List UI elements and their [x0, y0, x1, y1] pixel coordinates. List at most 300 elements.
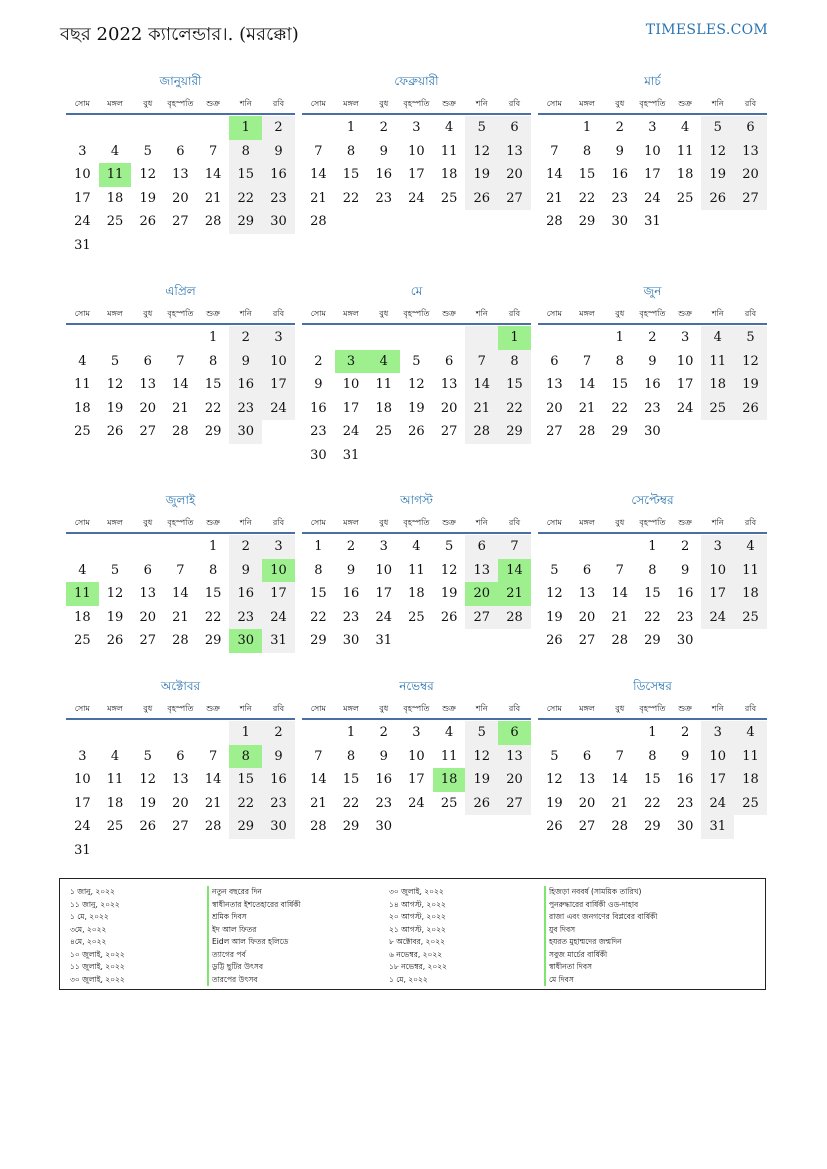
day-cell: 24 [701, 792, 734, 816]
month-calendar [302, 677, 531, 839]
month-calendar [538, 491, 767, 653]
day-cell: 26 [106, 633, 124, 648]
day-cell: 20 [139, 609, 156, 625]
weekday-label: শুক্র [206, 99, 220, 108]
day-cell: 10 [644, 143, 661, 159]
day-cell: 4 [680, 120, 690, 135]
day-cell: 29 [204, 633, 222, 648]
day-cell: 9 [680, 562, 690, 578]
empty-day-cell [538, 326, 571, 350]
day-cell: 29 [204, 424, 222, 439]
weekday-label: সোম [74, 518, 90, 527]
weekday-label: বুধ [143, 518, 153, 527]
day-cell: 15 [229, 768, 262, 792]
day-cell: 21 [310, 190, 327, 206]
legend-holiday-name: হিজড়া নববর্ষ (সাময়িক তারিখ) [544, 886, 657, 899]
day-cell: 11 [734, 745, 767, 769]
weekday-label: মঙ্গল [107, 518, 123, 527]
day-cell: 1 [615, 330, 624, 345]
empty-day-cell [335, 326, 368, 350]
weekday-label: বুধ [379, 99, 389, 108]
day-cell: 16 [644, 377, 661, 392]
day-cell: 16 [229, 582, 262, 606]
day-cell: 31 [375, 633, 392, 648]
day-cell: 26 [465, 792, 498, 816]
day-cell: 16 [229, 373, 262, 397]
month-name: আগস্ট [400, 493, 433, 507]
holiday-day-cell: 30 [229, 629, 262, 653]
empty-day-cell [465, 326, 498, 350]
weekday-label: মঙ্গল [579, 99, 595, 108]
weekday-label: মঙ্গল [343, 704, 359, 713]
weekday-label: শুক্র [206, 518, 220, 527]
day-cell: 19 [408, 400, 425, 416]
holiday-day-cell: 11 [66, 582, 99, 606]
day-cell: 28 [172, 633, 189, 648]
day-grid [538, 535, 767, 653]
day-cell: 17 [342, 400, 360, 416]
weekday-header [538, 702, 767, 720]
day-cell: 14 [310, 167, 327, 182]
weekday-label: রবি [272, 309, 285, 318]
weekday-label: বুধ [143, 704, 153, 713]
day-cell: 10 [701, 559, 734, 583]
weekday-label: সোম [546, 309, 562, 318]
day-cell: 15 [229, 163, 262, 187]
day-cell: 17 [262, 373, 295, 397]
day-cell: 13 [498, 745, 531, 769]
weekday-label: শনি [239, 704, 252, 713]
day-cell: 20 [139, 400, 156, 416]
day-cell: 10 [262, 350, 295, 374]
day-grid [66, 535, 295, 653]
day-cell: 21 [204, 795, 222, 811]
day-cell: 30 [676, 819, 694, 834]
day-cell: 20 [498, 768, 531, 792]
legend-dates-col-2 [389, 886, 447, 986]
legend-date: ১ মে, ২০২২ [389, 974, 428, 984]
empty-day-cell [66, 116, 99, 140]
day-cell: 2 [229, 535, 262, 559]
day-cell: 12 [465, 745, 498, 769]
weekday-label: সোম [74, 309, 90, 318]
day-cell: 29 [611, 424, 628, 439]
weekday-label: বৃহস্পতি [639, 309, 666, 318]
weekday-label: রবি [508, 99, 521, 108]
day-cell: 23 [676, 795, 694, 811]
day-cell: 27 [546, 424, 563, 439]
day-cell: 25 [440, 190, 458, 206]
day-cell: 19 [139, 190, 156, 206]
day-grid [302, 326, 531, 467]
day-grid [66, 326, 295, 444]
day-cell: 5 [143, 748, 152, 764]
legend-holiday-name: স্বাধীনতা দিবস [544, 961, 657, 974]
day-cell: 14 [465, 373, 498, 397]
day-cell: 14 [172, 377, 189, 392]
day-cell: 24 [408, 190, 425, 206]
weekday-label: শুক্র [678, 99, 692, 108]
day-grid [302, 535, 531, 653]
day-cell: 17 [701, 582, 734, 606]
day-cell: 8 [346, 143, 356, 159]
day-cell: 18 [106, 795, 124, 811]
day-cell: 4 [78, 562, 87, 578]
day-cell: 22 [342, 795, 360, 811]
day-cell: 7 [498, 535, 531, 559]
day-cell: 6 [176, 143, 185, 159]
day-cell: 19 [701, 163, 734, 187]
weekday-label: বুধ [615, 99, 625, 108]
weekday-header [302, 307, 531, 325]
holiday-day-cell: 6 [498, 721, 531, 745]
day-cell: 26 [106, 424, 124, 439]
holiday-day-cell: 14 [498, 559, 531, 583]
empty-day-cell [538, 535, 571, 559]
day-cell: 6 [582, 748, 592, 764]
weekday-label: শুক্র [678, 309, 692, 318]
day-cell: 20 [546, 400, 563, 416]
day-cell: 21 [172, 609, 189, 625]
day-cell: 29 [229, 210, 262, 234]
day-cell: 8 [582, 143, 592, 159]
day-cell: 9 [648, 353, 657, 369]
weekday-label: মঙ্গল [343, 518, 359, 527]
legend-date: ২০ আগস্ট, ২০২২ [389, 912, 446, 921]
day-cell: 15 [578, 167, 596, 182]
day-cell: 15 [204, 377, 222, 392]
day-cell: 27 [139, 633, 156, 648]
day-cell: 1 [229, 721, 262, 745]
day-cell: 26 [546, 633, 563, 648]
weekday-label: রবি [744, 99, 757, 108]
legend-holiday-name: নতুন বছরের দিন [207, 886, 301, 899]
day-cell: 17 [408, 167, 425, 182]
day-cell: 18 [734, 768, 767, 792]
day-cell: 3 [78, 748, 87, 764]
day-cell: 14 [204, 772, 222, 787]
legend-holiday-name: ইদ আল ফিতর [207, 924, 301, 937]
day-cell: 17 [701, 768, 734, 792]
day-cell: 18 [701, 373, 734, 397]
day-cell: 22 [611, 400, 628, 416]
day-cell: 24 [262, 606, 295, 630]
day-cell: 12 [701, 140, 734, 164]
day-cell: 11 [440, 748, 458, 764]
weekday-label: বুধ [379, 704, 389, 713]
legend-date: ১৪ আগস্ট, ২০২২ [389, 899, 446, 909]
day-cell: 27 [465, 606, 498, 630]
legend-holiday-name: তারপের উৎসব [207, 974, 301, 987]
weekday-label: বৃহস্পতি [403, 99, 430, 108]
day-cell: 30 [644, 424, 661, 439]
weekday-label: বুধ [143, 309, 153, 318]
weekday-label: শুক্র [206, 704, 220, 713]
day-cell: 2 [262, 116, 295, 140]
day-cell: 12 [465, 140, 498, 164]
weekday-label: মঙ্গল [107, 309, 123, 318]
weekday-header [538, 307, 767, 325]
day-cell: 29 [310, 633, 327, 648]
day-cell: 6 [550, 353, 559, 369]
day-cell: 19 [106, 400, 124, 416]
day-cell: 24 [262, 397, 295, 421]
weekday-label: সোম [310, 99, 326, 108]
weekday-label: বুধ [615, 704, 625, 713]
day-grid [302, 721, 531, 839]
day-cell: 2 [680, 539, 690, 554]
day-cell: 19 [106, 609, 124, 625]
day-cell: 28 [204, 819, 222, 834]
day-cell: 22 [229, 187, 262, 211]
day-cell: 22 [644, 609, 661, 625]
weekday-label: বুধ [379, 518, 389, 527]
day-cell: 30 [262, 210, 295, 234]
holiday-day-cell: 10 [262, 559, 295, 583]
weekday-label: শনি [475, 99, 488, 108]
empty-day-cell [302, 721, 335, 745]
empty-day-cell [571, 535, 604, 559]
day-cell: 15 [342, 167, 360, 182]
weekday-header [66, 702, 295, 720]
legend-date: ১১ জুলাই, ২০২২ [70, 962, 125, 971]
day-cell: 20 [172, 795, 189, 811]
day-cell: 3 [262, 326, 295, 350]
weekday-label: শনি [711, 704, 724, 713]
day-cell: 8 [229, 140, 262, 164]
day-cell: 21 [310, 795, 327, 811]
weekday-label: বুধ [143, 99, 153, 108]
weekday-label: বৃহস্পতি [403, 704, 430, 713]
day-cell: 31 [342, 447, 360, 463]
weekday-label: সোম [546, 518, 562, 527]
day-grid [538, 326, 767, 444]
day-cell: 17 [375, 586, 392, 601]
legend-holiday-name: রাজা এবং জনগণের বিপ্লবের বার্ষিকী [544, 911, 657, 924]
day-cell: 24 [74, 214, 91, 229]
day-cell: 6 [465, 535, 498, 559]
day-cell: 27 [578, 819, 596, 834]
day-cell: 3 [680, 330, 690, 345]
day-cell: 1 [314, 539, 323, 554]
legend-holiday-name: যুব দিবস [544, 924, 657, 937]
month-name: ডিসেম্বর [633, 679, 672, 693]
weekday-header [66, 516, 295, 534]
weekday-label: শুক্র [678, 704, 692, 713]
weekday-label: বৃহস্পতি [403, 309, 430, 318]
day-cell: 29 [578, 214, 596, 229]
day-cell: 7 [550, 143, 559, 159]
day-cell: 2 [680, 725, 690, 740]
weekday-header [302, 97, 531, 115]
weekday-header [538, 516, 767, 534]
day-cell: 25 [440, 795, 458, 811]
day-cell: 18 [375, 400, 392, 416]
day-cell: 17 [262, 582, 295, 606]
month-calendar [302, 491, 531, 653]
brand-link[interactable]: TIMESLES.COM [645, 22, 768, 38]
day-cell: 14 [204, 167, 222, 182]
day-cell: 2 [615, 120, 624, 135]
day-cell: 17 [74, 190, 91, 206]
day-cell: 16 [262, 163, 295, 187]
weekday-label: রবি [272, 704, 285, 713]
legend-date: ১৮ নভেম্বর, ২০২২ [389, 962, 448, 971]
day-cell: 29 [644, 633, 661, 648]
legend-holiday-name: সবুজ মার্চের বার্ষিকী [544, 949, 657, 962]
month-calendar [66, 72, 295, 257]
day-cell: 27 [172, 214, 189, 229]
day-cell: 30 [611, 214, 628, 229]
day-cell: 9 [262, 140, 295, 164]
day-cell: 26 [734, 397, 767, 421]
day-cell: 28 [465, 420, 498, 444]
day-cell: 11 [74, 377, 91, 392]
empty-day-cell [302, 116, 335, 140]
day-cell: 18 [676, 167, 694, 182]
empty-day-cell [538, 721, 571, 745]
day-cell: 3 [412, 725, 421, 740]
day-cell: 12 [139, 167, 156, 182]
day-cell: 16 [676, 772, 694, 787]
day-grid [538, 721, 767, 839]
day-cell: 18 [734, 582, 767, 606]
day-cell: 6 [143, 562, 152, 578]
day-cell: 18 [74, 400, 91, 416]
weekday-header [538, 97, 767, 115]
day-cell: 2 [314, 353, 323, 369]
day-cell: 24 [701, 606, 734, 630]
day-cell: 15 [342, 772, 360, 787]
weekday-label: বুধ [379, 309, 389, 318]
legend-date: ৩০ জুলাই, ২০২২ [389, 887, 444, 896]
day-cell: 24 [342, 424, 360, 439]
month-calendar [66, 282, 295, 444]
day-cell: 5 [701, 116, 734, 140]
day-cell: 19 [465, 768, 498, 792]
legend-date: ৮ অক্টোবর, ২০২২ [389, 937, 446, 946]
empty-day-cell [131, 326, 164, 350]
day-cell: 25 [408, 609, 425, 625]
weekday-label: বুধ [615, 518, 625, 527]
day-cell: 1 [582, 120, 592, 135]
legend-holiday-name: স্বাধীনতার ইশতেহারের বার্ষিকী [207, 899, 301, 912]
day-cell: 10 [74, 167, 91, 182]
day-cell: 21 [611, 795, 628, 811]
day-cell: 5 [143, 143, 152, 159]
day-cell: 25 [74, 424, 91, 439]
day-cell: 4 [701, 326, 734, 350]
month-calendar [538, 72, 767, 234]
month-name: ফেব্রুয়ারী [394, 74, 439, 88]
day-cell: 21 [578, 400, 596, 416]
day-cell: 11 [734, 559, 767, 583]
empty-day-cell [164, 116, 197, 140]
day-cell: 5 [444, 539, 454, 554]
day-cell: 5 [734, 326, 767, 350]
day-cell: 26 [139, 819, 156, 834]
month-calendar [66, 677, 295, 862]
weekday-label: শুক্র [442, 309, 456, 318]
day-cell: 7 [314, 143, 323, 159]
day-cell: 24 [644, 190, 661, 206]
day-cell: 3 [262, 535, 295, 559]
day-cell: 14 [172, 586, 189, 601]
day-cell: 16 [375, 167, 392, 182]
day-cell: 20 [172, 190, 189, 206]
day-cell: 23 [676, 609, 694, 625]
day-cell: 6 [176, 748, 185, 764]
day-cell: 15 [644, 772, 661, 787]
empty-day-cell [571, 721, 604, 745]
day-cell: 21 [172, 400, 189, 416]
day-cell: 22 [644, 795, 661, 811]
day-cell: 19 [546, 795, 563, 811]
empty-day-cell [603, 535, 636, 559]
weekday-label: সোম [546, 704, 562, 713]
day-cell: 6 [734, 116, 767, 140]
day-cell: 26 [139, 214, 156, 229]
empty-day-cell [131, 721, 164, 745]
day-cell: 28 [611, 633, 628, 648]
day-cell: 27 [440, 424, 458, 439]
day-cell: 4 [110, 143, 120, 159]
day-cell: 10 [408, 143, 425, 159]
weekday-label: রবি [744, 704, 757, 713]
day-cell: 25 [74, 633, 91, 648]
day-cell: 4 [444, 120, 454, 135]
day-cell: 20 [734, 163, 767, 187]
day-cell: 11 [408, 562, 425, 578]
day-cell: 16 [262, 768, 295, 792]
day-cell: 13 [172, 167, 189, 182]
day-cell: 24 [74, 819, 91, 834]
empty-day-cell [99, 116, 132, 140]
month-calendar [66, 491, 295, 653]
weekday-label: শুক্র [442, 704, 456, 713]
holiday-day-cell: 21 [498, 582, 531, 606]
day-cell: 3 [379, 539, 388, 554]
day-cell: 30 [310, 447, 327, 463]
day-cell: 15 [611, 377, 628, 392]
weekday-label: সোম [310, 704, 326, 713]
day-cell: 12 [408, 377, 425, 392]
day-cell: 1 [648, 539, 657, 554]
day-cell: 23 [229, 397, 262, 421]
holiday-legend [59, 878, 766, 990]
legend-date: ১ জানু, ২০২২ [70, 887, 115, 896]
day-cell: 16 [375, 772, 392, 787]
day-cell: 7 [208, 143, 218, 159]
day-cell: 5 [465, 116, 498, 140]
day-cell: 23 [644, 400, 661, 416]
day-cell: 10 [408, 748, 425, 764]
day-cell: 1 [208, 330, 218, 345]
day-cell: 3 [78, 143, 87, 159]
day-cell: 16 [676, 586, 694, 601]
day-cell: 8 [314, 562, 323, 578]
day-cell: 19 [440, 586, 458, 601]
weekday-label: রবি [744, 518, 757, 527]
day-cell: 4 [444, 725, 454, 740]
empty-day-cell [197, 116, 230, 140]
day-cell: 28 [611, 819, 628, 834]
day-cell: 17 [676, 377, 694, 392]
day-cell: 9 [229, 350, 262, 374]
day-cell: 13 [734, 140, 767, 164]
day-cell: 17 [74, 795, 91, 811]
day-cell: 31 [74, 842, 91, 858]
